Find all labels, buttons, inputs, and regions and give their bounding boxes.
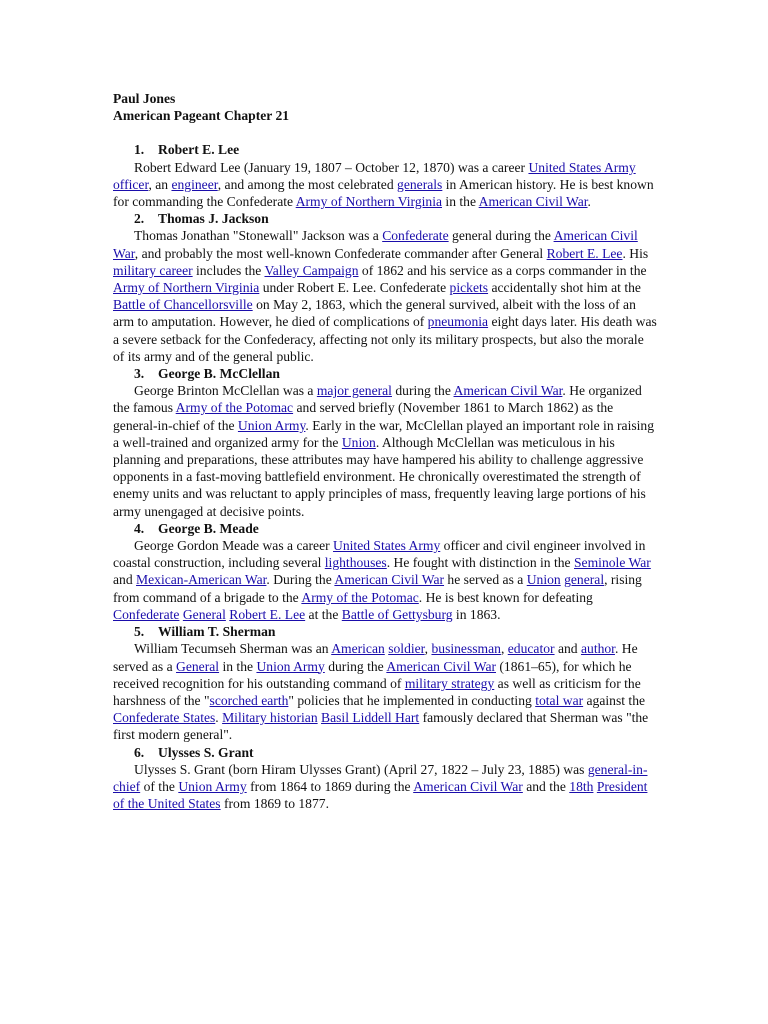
paragraph-text: " policies that he implemented in conducting: [288, 692, 536, 708]
document-title: American Pageant Chapter 21: [113, 108, 290, 124]
paragraph-text: ,: [424, 641, 432, 657]
hyperlink[interactable]: military strategy: [404, 675, 495, 691]
paragraph-text: in the: [442, 194, 479, 210]
section-paragraph: [113, 640, 658, 743]
section-paragraph: [113, 537, 658, 623]
paragraph-text: . Although McClellan was meticulous in his planning and preparations, these attributes may have hampered his ability to challenge aggressive opponents in a fast-moving battlefield environment. He chronically overestimated the strength of enemy units and was reluctant to apply principles of mass, frequently leaving large portions of his army unengaged at decisive points.: [113, 434, 646, 519]
paragraph-text: in the: [219, 658, 257, 674]
paragraph-text: . Early in the war, McClellan played an important role in raising a well-trained and organized army for the: [113, 417, 655, 450]
hyperlink[interactable]: general: [564, 572, 605, 588]
hyperlink[interactable]: engineer: [171, 176, 218, 192]
section-paragraph: [113, 227, 658, 365]
paragraph-text: and: [554, 641, 581, 657]
paragraph-text: . He organized the famous: [113, 383, 642, 416]
paragraph-text: . He is best known for defeating: [418, 589, 593, 605]
hyperlink[interactable]: General: [182, 606, 226, 622]
section-title: William T. Sherman: [158, 624, 276, 640]
hyperlink[interactable]: American Civil War: [113, 228, 638, 261]
paragraph-text: at the: [305, 606, 342, 622]
paragraph-text: on May 2, 1863, which the general survived, albeit with the loss of an arm to amputation. However, he died of complications of: [113, 297, 636, 330]
paragraph-text: (1861–65), for which he received recognition for his outstanding command of: [113, 658, 632, 691]
section-title: George B. Meade: [158, 520, 259, 536]
section-title: Ulysses S. Grant: [158, 744, 254, 760]
paragraph-text: during the: [391, 383, 454, 399]
section-heading: [113, 141, 658, 158]
hyperlink[interactable]: American Civil War: [478, 194, 588, 210]
section-number: 4.: [134, 520, 145, 536]
hyperlink[interactable]: American Civil War: [334, 572, 445, 588]
sections-list: [113, 141, 658, 812]
hyperlink[interactable]: General: [176, 658, 220, 674]
paragraph-text: of the: [140, 778, 179, 794]
paragraph-text: as well as criticism for the harshness of the ": [113, 675, 641, 708]
hyperlink[interactable]: general-in-chief: [113, 761, 648, 794]
hyperlink[interactable]: Army of Northern Virginia: [113, 280, 260, 296]
hyperlink[interactable]: Union Army: [256, 658, 325, 674]
hyperlink[interactable]: generals: [397, 176, 443, 192]
hyperlink[interactable]: American Civil War: [453, 383, 563, 399]
hyperlink[interactable]: United States Army: [528, 159, 636, 175]
paragraph-text: . During the: [266, 572, 335, 588]
hyperlink[interactable]: United States Army: [333, 538, 441, 554]
hyperlink[interactable]: Union Army: [237, 417, 306, 433]
hyperlink[interactable]: Mexican-American War: [136, 572, 267, 588]
hyperlink[interactable]: Army of Northern Virginia: [295, 194, 443, 210]
section-heading: [113, 210, 658, 227]
hyperlink[interactable]: major general: [316, 383, 392, 399]
paragraph-text: includes the: [192, 262, 265, 278]
paragraph-text: .: [215, 710, 223, 726]
paragraph-text: William Tecumseh Sherman was an: [134, 641, 332, 657]
paragraph-text: , and probably the most well-known Confederate commander after General: [134, 245, 547, 261]
hyperlink[interactable]: Union: [526, 572, 561, 588]
hyperlink[interactable]: Battle of Gettysburg: [341, 606, 453, 622]
hyperlink[interactable]: pneumonia: [427, 314, 489, 330]
hyperlink[interactable]: Robert E. Lee: [229, 606, 306, 622]
hyperlink[interactable]: lighthouses: [324, 555, 387, 571]
paragraph-text: and the: [522, 778, 570, 794]
hyperlink[interactable]: total war: [535, 692, 584, 708]
hyperlink[interactable]: educator: [507, 641, 555, 657]
hyperlink[interactable]: pickets: [449, 280, 489, 296]
paragraph-text: of 1862 and his service as a corps commander in the: [358, 262, 647, 278]
paragraph-text: , and among the most celebrated: [217, 176, 398, 192]
section-heading: [113, 744, 658, 761]
section-heading: [113, 623, 658, 640]
section-heading: [113, 520, 658, 537]
document-body: [113, 90, 658, 812]
paragraph-text: in 1863.: [452, 606, 501, 622]
hyperlink[interactable]: Confederate: [113, 606, 180, 622]
hyperlink[interactable]: American: [331, 641, 385, 657]
hyperlink[interactable]: Robert E. Lee: [546, 245, 623, 261]
hyperlink[interactable]: officer: [113, 176, 149, 192]
hyperlink[interactable]: Union Army: [178, 778, 247, 794]
paragraph-text: Thomas Jonathan "Stonewall" Jackson was a: [134, 228, 383, 244]
paragraph-text: ,: [500, 641, 508, 657]
section-number: 5.: [134, 624, 145, 640]
paragraph-text: Robert Edward Lee (January 19, 1807 – October 12, 1870) was a career: [134, 159, 529, 175]
hyperlink[interactable]: author: [580, 641, 615, 657]
section-title: George B. McClellan: [158, 366, 280, 382]
section-paragraph: [113, 761, 658, 813]
paragraph-text: Ulysses S. Grant (born Hiram Ulysses Grant) (April 27, 1822 – July 23, 1885) was: [134, 761, 588, 777]
paragraph-text: he served as a: [444, 572, 527, 588]
paragraph-text: George Gordon Meade was a career: [134, 538, 334, 554]
paragraph-text: . He fought with distinction in the: [386, 555, 574, 571]
hyperlink[interactable]: President of the United States: [113, 778, 648, 812]
section-paragraph: [113, 159, 658, 211]
section-title: Thomas J. Jackson: [158, 211, 269, 227]
paragraph-text: during the: [324, 658, 387, 674]
section-number: 1.: [134, 142, 145, 158]
paragraph-text: . He served as a: [113, 641, 638, 674]
hyperlink[interactable]: Confederate States: [113, 710, 216, 726]
paragraph-text: against the: [583, 692, 646, 708]
paragraph-text: . His: [622, 245, 649, 261]
hyperlink[interactable]: scorched earth: [209, 692, 289, 708]
hyperlink[interactable]: military career: [113, 262, 193, 278]
paragraph-text: , an: [148, 176, 172, 192]
hyperlink[interactable]: Seminole War: [574, 555, 651, 571]
paragraph-text: .: [587, 194, 591, 210]
section-title: Robert E. Lee: [158, 142, 240, 158]
hyperlink[interactable]: Basil Liddell Hart: [321, 710, 420, 726]
hyperlink[interactable]: American Civil War: [386, 658, 496, 674]
paragraph-text: George Brinton McClellan was a: [134, 383, 317, 399]
paragraph-text: famously declared that Sherman was "the first modern general".: [113, 710, 649, 743]
paragraph-text: under Robert E. Lee. Confederate: [259, 280, 450, 296]
paragraph-text: , rising from command of a brigade to the: [113, 572, 642, 605]
author-name: Paul Jones: [113, 91, 176, 106]
hyperlink[interactable]: Military historian: [222, 710, 318, 726]
hyperlink[interactable]: Valley Campaign: [264, 262, 359, 278]
hyperlink[interactable]: Union: [341, 434, 376, 450]
hyperlink[interactable]: businessman: [431, 641, 501, 657]
hyperlink[interactable]: Army of the Potomac: [175, 400, 294, 416]
section-number: 3.: [134, 366, 145, 382]
paragraph-text: general during the: [448, 228, 554, 244]
hyperlink[interactable]: Confederate: [382, 228, 449, 244]
paragraph-text: and: [113, 572, 137, 588]
section-number: 6.: [134, 744, 145, 760]
paragraph-text: eight days later. His death was a severe setback for the Confederacy, affecting not only its military prospects, but also the morale of its army and of the general public.: [113, 314, 657, 364]
paragraph-text: and served briefly (November 1861 to March 1862) as the general-in-chief of the: [113, 400, 614, 433]
section-number: 2.: [134, 211, 145, 227]
hyperlink[interactable]: soldier: [388, 641, 425, 657]
section-paragraph: [113, 382, 658, 520]
section-heading: [113, 365, 658, 382]
paragraph-text: accidentally shot him at the: [488, 280, 641, 296]
paragraph-text: in American history. He is best known for commanding the Confederate: [113, 176, 654, 210]
hyperlink[interactable]: 18th: [569, 778, 594, 794]
hyperlink[interactable]: Battle of Chancellorsville: [113, 297, 253, 313]
paragraph-text: from 1864 to 1869 during the: [246, 778, 414, 794]
hyperlink[interactable]: American Civil War: [413, 778, 523, 794]
paragraph-text: from 1869 to 1877.: [220, 796, 329, 812]
paragraph-text: officer and civil engineer involved in coastal construction, including several: [113, 538, 646, 571]
hyperlink[interactable]: Army of the Potomac: [301, 589, 419, 605]
